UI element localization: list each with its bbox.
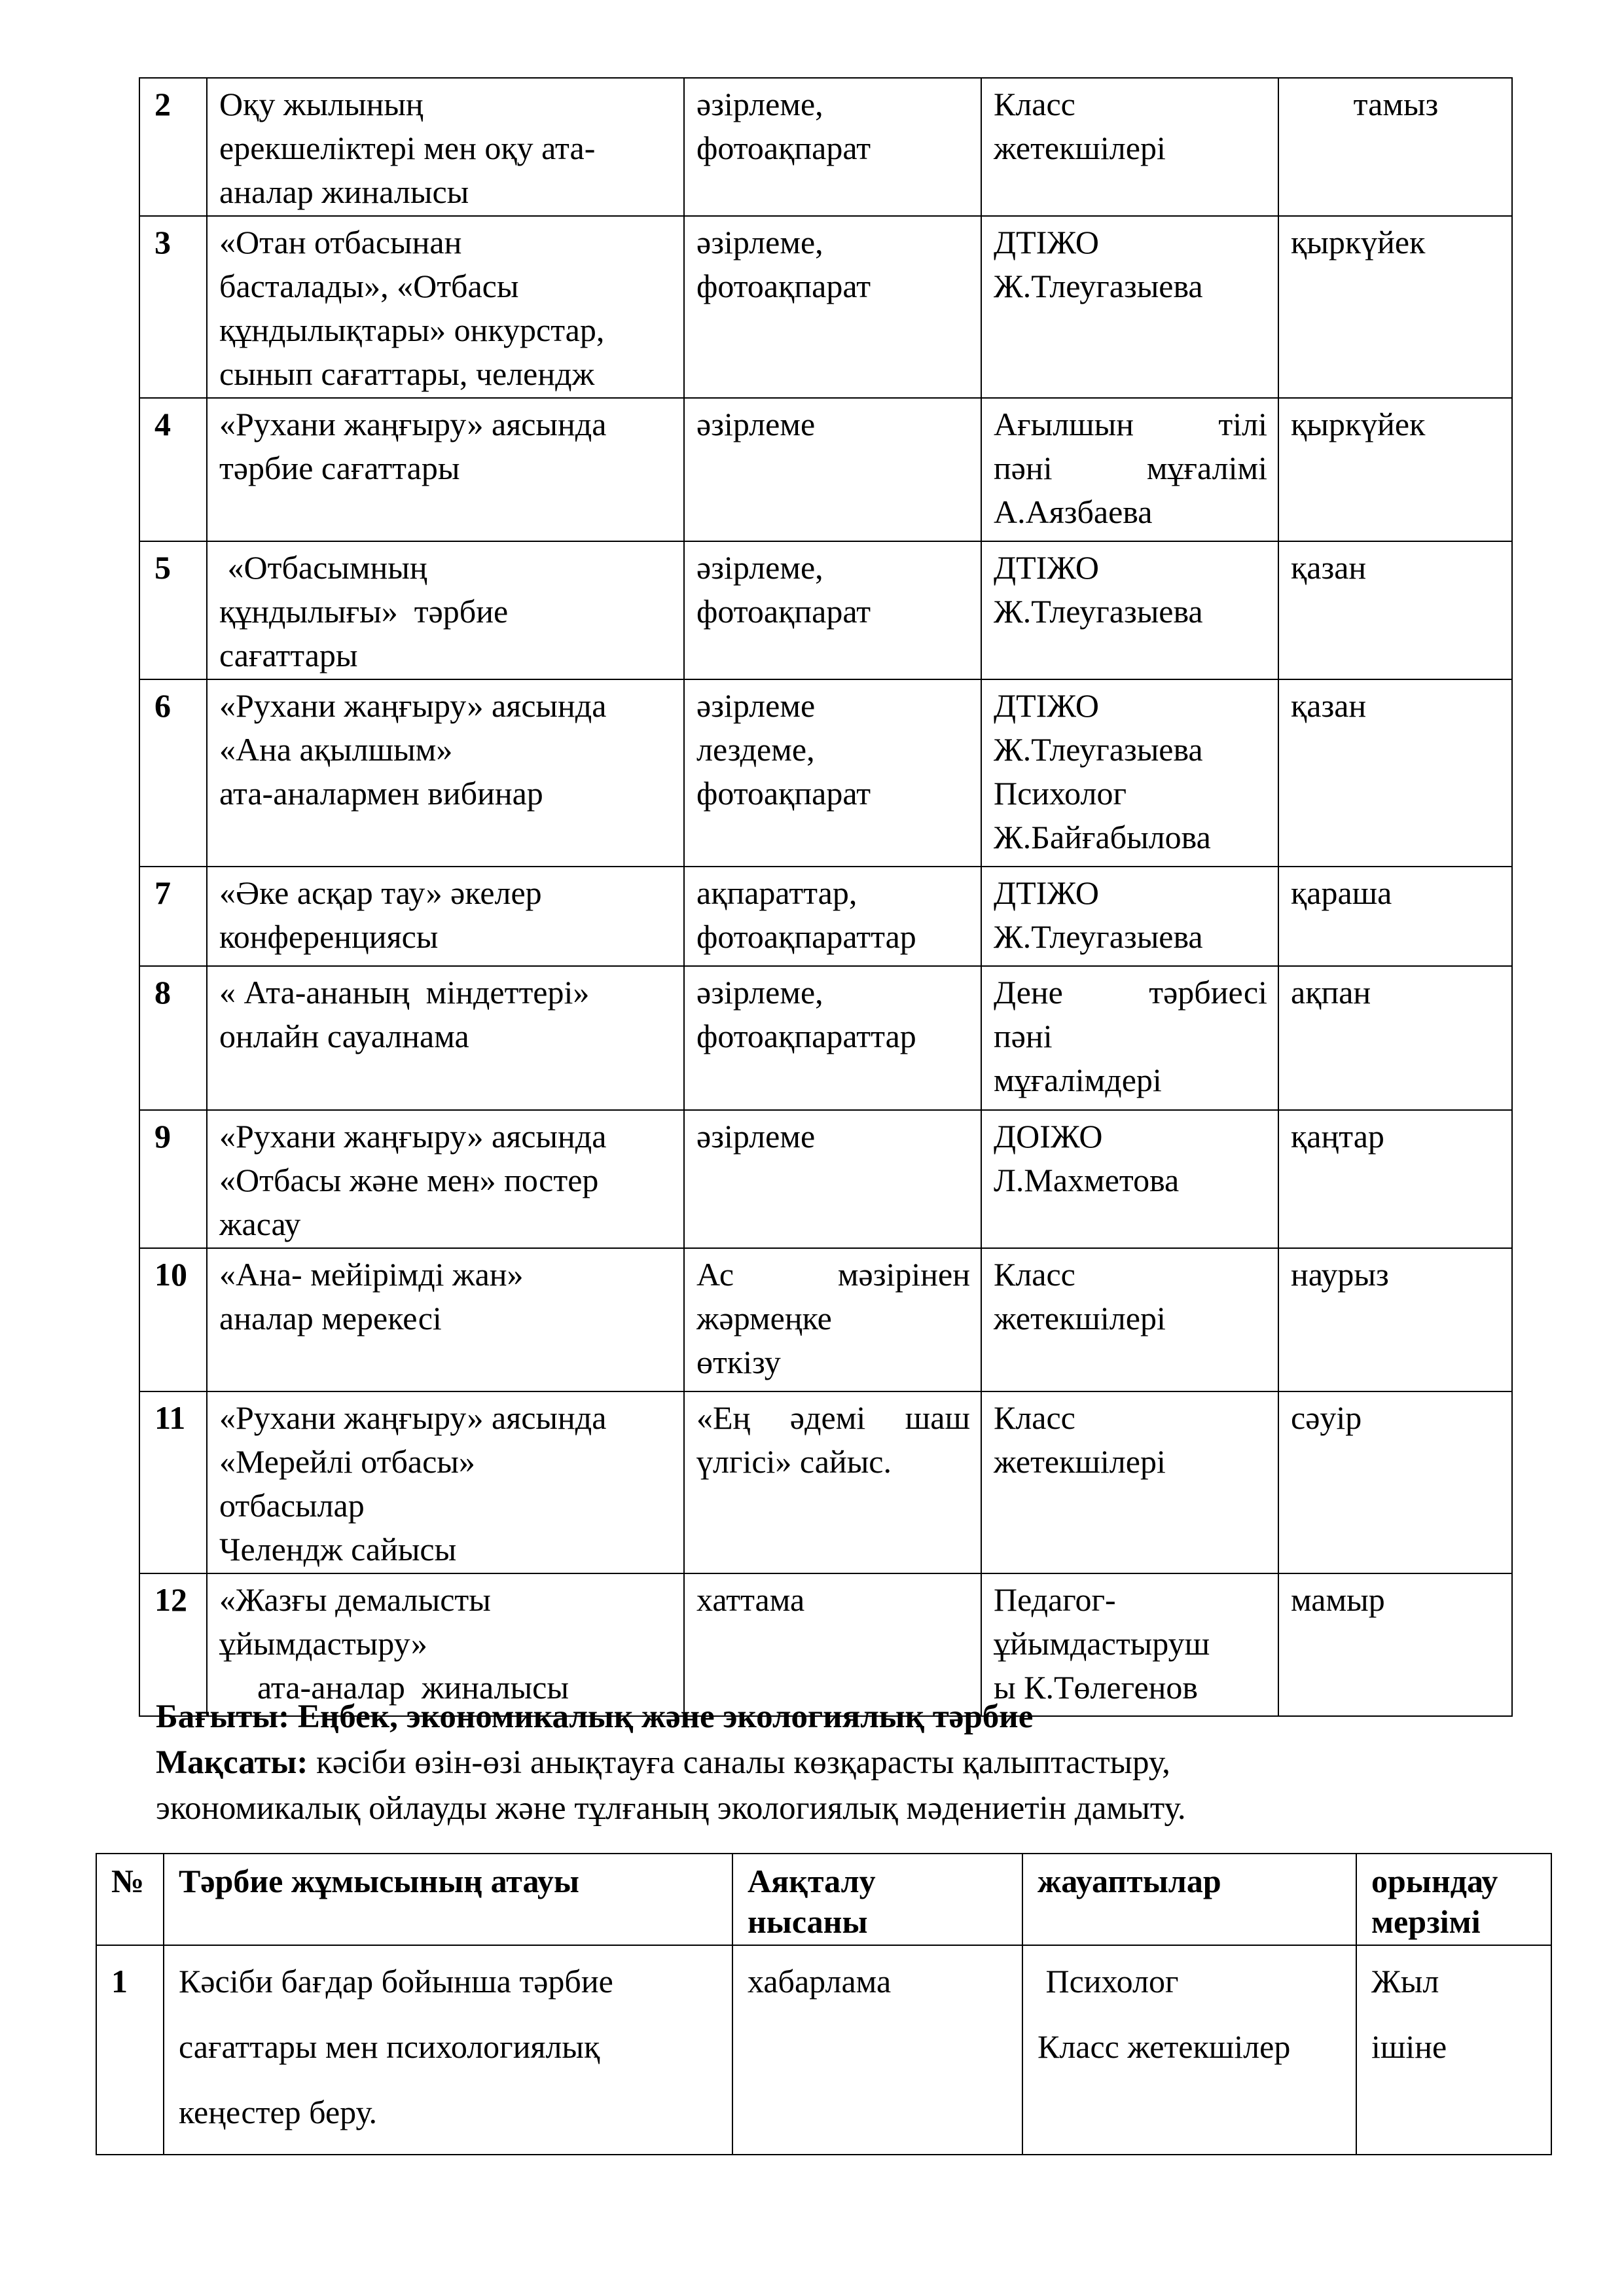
table-row xyxy=(139,216,1512,398)
table-row xyxy=(139,78,1512,216)
completion-form: әзірлеме xyxy=(684,398,981,541)
responsible: ДОІЖО Л.Махметова xyxy=(981,1110,1278,1248)
table-row xyxy=(139,541,1512,679)
responsible: ДТІЖО Ж.Тлеугазыева xyxy=(981,867,1278,966)
direction-section xyxy=(156,1694,1530,1831)
event-title: «Әке асқар тау» әкелер конференциясы xyxy=(207,867,684,966)
event-title: «Отан отбасынан басталады», «Отбасы құндылықтары» онкурстар, сынып сағаттары, челендж xyxy=(207,216,684,398)
deadline: қазан xyxy=(1278,679,1512,867)
deadline: қазан xyxy=(1278,541,1512,679)
direction-line xyxy=(156,1694,1530,1740)
completion-form: әзірлеме, фотоақпарат xyxy=(684,541,981,679)
event-title: «Рухани жаңғыру» аясында «Отбасы және мен» постер жасау xyxy=(207,1110,684,1248)
table-row xyxy=(139,679,1512,867)
table-row xyxy=(139,867,1512,966)
goal-label: Мақсаты: xyxy=(156,1744,308,1781)
event-title: «Рухани жаңғыру» аясында «Ана ақылшым» ата-аналармен вибинар xyxy=(207,679,684,867)
row-number: 5 xyxy=(139,541,207,679)
table-row xyxy=(139,1391,1512,1573)
responsible: Класс жетекшілері xyxy=(981,1391,1278,1573)
table-row xyxy=(139,1110,1512,1248)
row-number: 2 xyxy=(139,78,207,216)
completion-form: «Ең әдемі шаш үлгісі» сайыс. xyxy=(684,1391,981,1573)
completion-form: әзірлеме, фотоақпарат xyxy=(684,216,981,398)
direction-value: Еңбек, экономикалық және экологиялық тәрбие xyxy=(297,1698,1034,1735)
header-number: № xyxy=(96,1854,164,1945)
responsible: Психолог Класс жетекшілер xyxy=(1022,1945,1356,2155)
row-number: 1 xyxy=(96,1945,164,2155)
goal-text: кәсіби өзін-өзі анықтауға саналы көзқарасты қалыптастыру, xyxy=(308,1744,1170,1781)
row-number: 9 xyxy=(139,1110,207,1248)
header-deadline: орындау мерзімі xyxy=(1356,1854,1551,1945)
deadline: ақпан xyxy=(1278,966,1512,1110)
header-form: Аяқталу нысаны xyxy=(732,1854,1022,1945)
event-title: «Рухани жаңғыру» аясында тәрбие сағаттары xyxy=(207,398,684,541)
deadline: наурыз xyxy=(1278,1248,1512,1391)
event-title: «Ана- мейірімді жан» аналар мерекесі xyxy=(207,1248,684,1391)
goal-line-2: экономикалық ойлауды және тұлғаның экологиялық мәдениетін дамыту. xyxy=(156,1790,1186,1827)
goal-line xyxy=(156,1740,1530,1785)
event-title: « Ата-ананың міндеттері» онлайн сауалнама xyxy=(207,966,684,1110)
event-title: Кәсіби бағдар бойынша тәрбие сағаттары мен психологиялық кеңестер беру. xyxy=(164,1945,732,2155)
work-plan-table xyxy=(96,1853,1552,2155)
event-title: Оқу жылының ерекшеліктері мен оқу ата- аналар жиналысы xyxy=(207,78,684,216)
row-number: 10 xyxy=(139,1248,207,1391)
deadline: сәуір xyxy=(1278,1391,1512,1573)
row-number: 6 xyxy=(139,679,207,867)
table-row xyxy=(139,966,1512,1110)
row-number: 11 xyxy=(139,1391,207,1573)
table-row xyxy=(139,1248,1512,1391)
event-title: «Жазғы демалысты ұйымдастыру» ата-аналар жиналысы xyxy=(207,1573,684,1716)
responsible: ДТІЖО Ж.Тлеугазыева xyxy=(981,541,1278,679)
row-number: 7 xyxy=(139,867,207,966)
responsible: Педагог- ұйымдастыруш ы К.Төлегенов xyxy=(981,1573,1278,1716)
table-row xyxy=(139,398,1512,541)
completion-form: ақпараттар, фотоақпараттар xyxy=(684,867,981,966)
table-row xyxy=(96,1945,1551,2155)
table-header-row xyxy=(96,1854,1551,1945)
completion-form: әзірлеме, фотоақпараттар xyxy=(684,966,981,1110)
row-number: 4 xyxy=(139,398,207,541)
row-number: 8 xyxy=(139,966,207,1110)
completion-form: әзірлеме xyxy=(684,1110,981,1248)
event-title: «Отбасымның құндылығы» тәрбие сағаттары xyxy=(207,541,684,679)
direction-label: Бағыты: xyxy=(156,1698,298,1735)
completion-form: хаттама xyxy=(684,1573,981,1716)
deadline: қыркүйек xyxy=(1278,398,1512,541)
deadline: мамыр xyxy=(1278,1573,1512,1716)
deadline: Жыл ішіне xyxy=(1356,1945,1551,2155)
deadline: қараша xyxy=(1278,867,1512,966)
deadline: қаңтар xyxy=(1278,1110,1512,1248)
completion-form: хабарлама xyxy=(732,1945,1022,2155)
header-responsible: жауаптылар xyxy=(1022,1854,1356,1945)
deadline: тамыз xyxy=(1278,78,1512,216)
responsible: ДТІЖО Ж.Тлеугазыева xyxy=(981,216,1278,398)
responsible: Дене тәрбиесі пәні мұғалімдері xyxy=(981,966,1278,1110)
completion-form: әзірлеме, фотоақпарат xyxy=(684,78,981,216)
responsible: ДТІЖО Ж.Тлеугазыева Психолог Ж.Байғабылова xyxy=(981,679,1278,867)
event-title: «Рухани жаңғыру» аясында «Мерейлі отбасы» отбасылар Челендж сайысы xyxy=(207,1391,684,1573)
completion-form: Ас мәзірінен жәрмеңке өткізу xyxy=(684,1248,981,1391)
responsible: Ағылшын тілі пәні мұғалімі А.Аязбаева xyxy=(981,398,1278,541)
responsible: Класс жетекшілері xyxy=(981,78,1278,216)
header-title: Тәрбие жұмысының атауы xyxy=(164,1854,732,1945)
row-number: 12 xyxy=(139,1573,207,1716)
completion-form: әзірлеме лездеме, фотоақпарат xyxy=(684,679,981,867)
deadline: қыркүйек xyxy=(1278,216,1512,398)
row-number: 3 xyxy=(139,216,207,398)
responsible: Класс жетекшілері xyxy=(981,1248,1278,1391)
events-table xyxy=(139,77,1513,1717)
